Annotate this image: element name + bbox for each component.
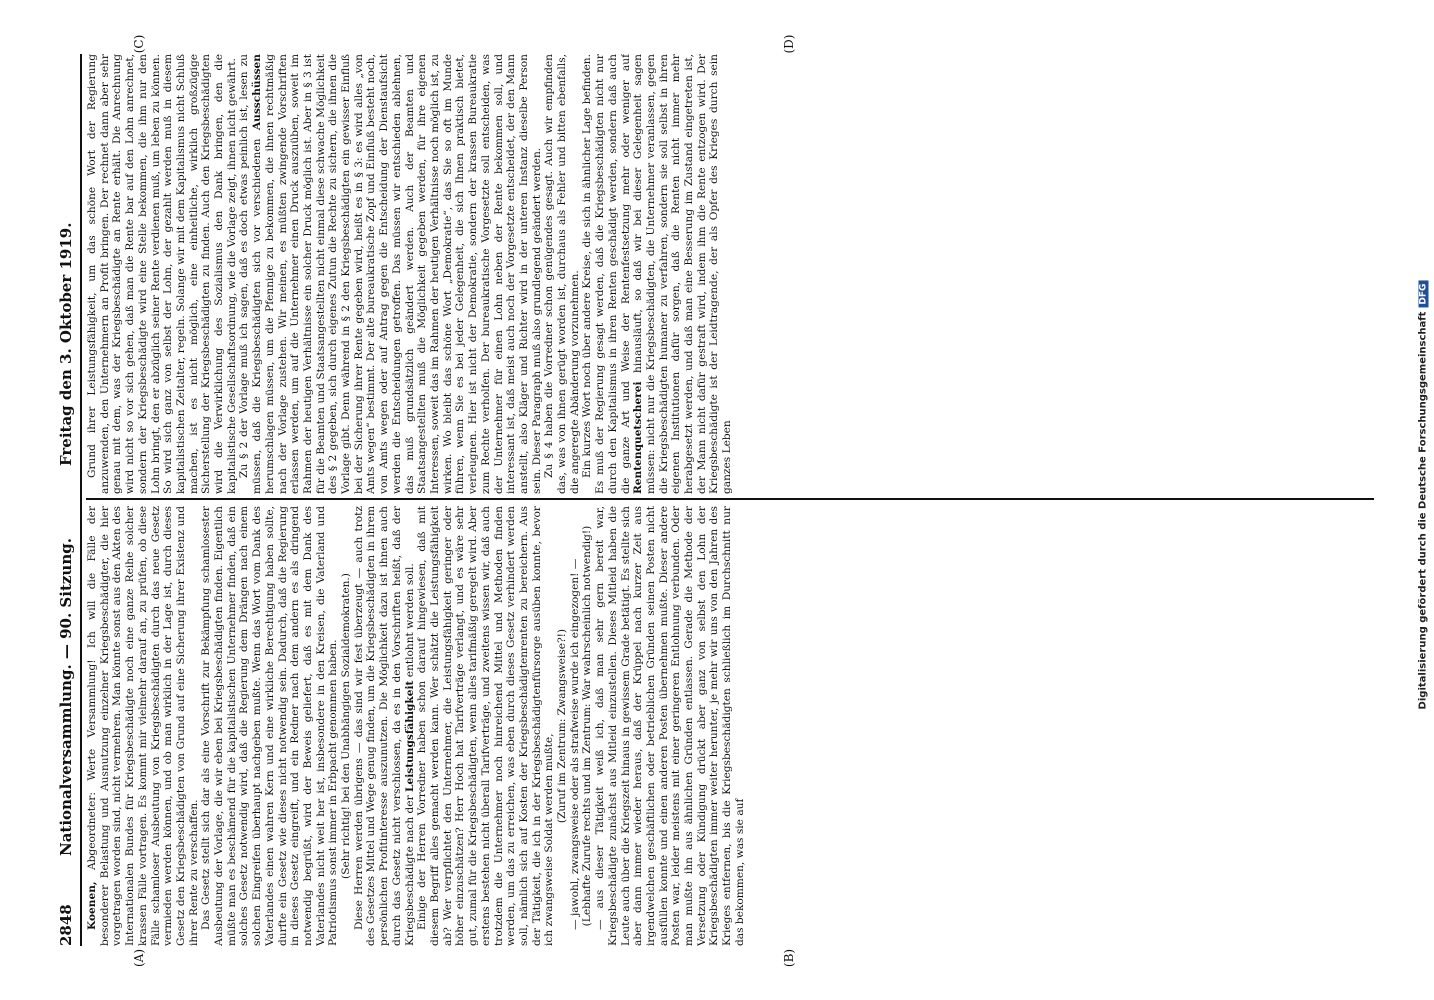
paragraph: Diese Herren werden übrigens — das sind wir fest überzeugt — auch trotz des Gesetzes Mittel und Wege genug finden, um die Kriegsbeschädigten in ihrem persönlichen Profitinteresse auszunutzen. Die Möglichkeit dazu ist ihnen auch durch das Gesetz nicht verschlossen, da es in den Vorschriften heißt, daß der Kriegsbeschädigte nach der Leistungsfähigkeit entlohnt werden soll. (352, 506, 416, 946)
credit-text: Digitalisierung gefördert durch die Deutsche Forschungsgemeinschaft (1417, 311, 1429, 710)
interjection: (Lebhafte Zurufe rechts und im Zentrum: War wahrscheinlich notwendig!) (581, 525, 594, 927)
paragraph: Das Gesetz stellt sich dar als eine Vorschrift zur Bekämpfung schamlosester Ausbeutung der Vorlage, die wir eben bei Kriegsbeschädigten finden. Eigentlich müßte man es beschämend für die kapitalistischen Unternehmer finden, daß ein solches Gesetz notwendig wird, daß die Regierung dem Drängen nach einem solchen Eingreifen überhaupt nachgeben mußte. Wenn das Wort vom Dank des Vaterlandes einen wahren Kern und eine wirkliche Berechtigung haben sollte, durfte ein Gesetz wie dieses nicht notwendig sein. Dadurch, daß die Regierung in dieses Gesetz eingreift, und ein Redner nach dem andern es als dringend notwendig begrüßt, wird der Beweis geliefert, daß es mit dem Dank des Vaterlandes nicht weit her ist, insbesondere in den Kreisen, die Vaterland und Patriotismus sonst immer in Erbpacht genommen haben. (200, 506, 340, 946)
paragraph (86, 506, 200, 946)
emphasis: Leistungsfähigkeit (403, 680, 416, 792)
page-header (54, 54, 82, 946)
margin-marker-c: (C) (132, 34, 146, 54)
right-column (86, 54, 1374, 494)
interjection: (Zuruf im Zentrum: Zwangsweise?!) (556, 628, 569, 824)
interjection: (Sehr richtig! bei den Unabhängigen Sozialdemokraten.) (340, 573, 353, 879)
emphasis: Ausschüssen (251, 54, 264, 131)
speaker-name: Koenen, (86, 881, 98, 930)
margin-marker-a: (A) (132, 948, 146, 968)
column-divider (86, 498, 1374, 500)
session-date: Freitag den 3. Oktober 1919. (57, 222, 75, 466)
paragraph: — jawohl, zwangsweise oder als strafweise wurde ich eingezogen! — (568, 558, 581, 930)
session-title: Nationalversammlung. — 90. Sitzung. (57, 538, 75, 856)
emphasis: Rentenquetscherei (632, 381, 645, 494)
margin-marker-b: (B) (782, 948, 796, 968)
left-column (86, 506, 1374, 946)
paragraph: Grund ihrer Leistungsfähigkeit, um das schöne Wort der Regierung anzuwenden, den Unternehmern an Profit bringen. Der rechnet dann aber sehr genau mit dem, was der Kriegsbeschädigte an Rente erhält. Die Anrechnung wird nicht so vor sich gehen, daß man die Rente bar auf den Lohn anrechnet, sondern der Kriegsbeschädigte wird eine Stelle bekommen, die ihm nur den Lohn bringt, den er abzüglich seiner Rente verdienen muß, um leben zu können. So wird sich ganz von selbst der Lohn, der gezahlt werden muß in diesem kapitalistischen Zeitalter, regeln. Solange wir mit dem Kapitalismus nicht Schluß machen, ist es nicht möglich, eine einheitliche, wirklich großzügige Sicherstellung der Kriegsbeschädigten zu finden. Auch den Kriegsbeschädigten wird die Verwirklichung des Sozialismus den Dank bringen, den die kapitalistische Gesellschaftsordnung, wie die Vorlage zeigt, ihnen nicht gewährt. (86, 54, 238, 494)
page-number: 2848 (57, 904, 75, 946)
margin-marker-d: (D) (782, 34, 796, 54)
paragraph: — aus dieser Tätigkeit weiß ich, daß man sehr gern bereit war, Kriegsbeschädigte zunächst aus Mitleid einzustellen. Dieses Mitleid haben die Leute auch über die Kriegszeit hinaus in gewissem Grade betätigt. Es stellte sich aber dann immer wieder heraus, daß der Krüppel nach kurzer Zeit aus irgendwelchen geschäftlichen oder betrieblichen Gründen seinen Posten nicht ausfüllen konnte und einen anderen Posten übernehmen mußte. Dieser andere Posten war, leider meistens mit einer geringeren Entlohnung verbunden. Oder man mußte ihn aus ähnlichen Gründen entlassen. Gerade die Methode der Versetzung oder Kündigung drückt aber ganz von selbst den Lohn der Kriegsbeschädigten immer weiter herunter, je mehr wir uns von den Jahren des Krieges entfernen, bis die Kriegsbeschädigten schließlich im Durchschnitt nur das bekommen, was sie auf (594, 506, 746, 946)
text-columns (86, 54, 1374, 946)
dfg-logo: DFG (1419, 281, 1429, 308)
rotated-newspaper-page (52, 30, 1382, 970)
paragraph: Zu § 2 der Vorlage muß ich sagen, daß es doch etwas peinlich ist, lesen zu müssen, daß die Kriegsbeschädigten sich vor verschiedenen Ausschüssen herumschlagen müssen, um die Pfennige zu bekommen, die ihnen rechtmäßig nach der Vorlage zustehen. Wir meinen, es müßten zwingende Vorschriften erlassen werden, um auf die Unternehmer einen Druck auszuüben, soweit im Rahmen der heutigen Verhältnisse ein solcher Druck möglich ist. Aber in § 3 ist für die Beamten und Staatsangestellten nicht einmal diese schwache Möglichkeit des § 2 gegeben, sich durch eigenes Zutun die Rechte zu sichern, die ihnen die Vorlage gibt. Denn während in § 2 den Kriegsbeschädigten ein gewisser Einfluß bei der Sicherung ihrer Rente gegeben wird, heißt es in § 3: es wird alles „von Amts wegen“ bestimmt. Der alte bureaukratische Zopf und Einfluß besteht noch, von Amts wegen oder auf Antrag gegen die Entscheidung der Dienstaufsicht werden die Entscheidungen getroffen. Das müssen wir entschieden ablehnen, das muß grundsätzlich geändert werden. Auch der Beamten und Staatsangestellten muß die Möglichkeit gegeben werden, für ihre eigenen Interessen, soweit das im Rahmen der heutigen Verhältnisse noch möglich ist, zu wirken. Wo bleibt das schöne Wort „Demokratie“, das Sie so oft im Munde führen, wenn Sie es bei jeder Gelegenheit, die sich Ihnen praktisch bietet, verleugnen. Hier ist nicht der Demokratie, sondern der krassen Bureaukratie zum Rechte verholfen. Der bureaukratische Vorgesetzte soll entscheiden, was der Unternehmer für einen Lohn neben der Rente bekommen soll, und interessant ist, daß meist auch noch der Vorgesetzte entscheidet, der den Mann anstellt, also Kläger und Richter wird in der unteren Instanz dieselbe Person sein. Dieser Paragraph muß also grundlegend geändert werden. (238, 54, 543, 494)
paragraph: Einige der Herren Vorredner haben schon darauf hingewiesen, daß mit diesem Begriff alles gemacht werden kann. Wer schätzt die Leistungsfähigkeit ab? Wer verpflichtet den Unternehmer, die Leistungsfähigkeit geringer oder höher einzuschätzen? Herr Hoch hat Tarifverträge verlangt, und es wäre sehr gut, zumal für die Kriegsbeschädigten, wenn alles tarifmäßig geregelt wird. Aber erstens bestehen nicht überall Tarifverträge, und zweitens wissen wir, daß auch trotzdem die Unternehmer noch hinreichend Mittel und Methoden finden werden, um das zu erreichen, was eben durch dieses Gesetz verhindert werden soll, nämlich sich auf Kosten der Kriegsbeschädigtenrenten zu bereichern. Aus der Tätigkeit, die ich in der Kriegsbeschädigtenfürsorge ausüben konnte, bevor ich zwangsweise Soldat werden mußte, (416, 506, 556, 946)
paragraph: Zu § 4 haben die Vorredner schon genügendes gesagt. Auch wir empfinden das, was von ihnen gerügt worden ist, durchaus als Fehler und bitten ebenfalls, die angeregte Abänderung vorzunehmen. (543, 54, 581, 494)
paragraph: Ein kurzes Wort noch über andere Kreise, die sich in ähnlicher Lage befinden. Es muß der Regierung gesagt werden, daß die Kriegsbeschädigten nicht nur durch den Kapitalismus in ihren Renten geschädigt werden, sondern daß auch die ganze Art und Weise der Rentenfestsetzung mehr oder weniger auf Rentenquetscherei hinausläuft, so daß wir bei dieser Gelegenheit sagen müssen: nicht nur die Kriegsbeschädigten, die Unternehmer veranlassen, gegen die Kriegsbeschädigten humaner zu verfahren, sondern sie soll selbst in ihren eigenen Institutionen dafür sorgen, daß die Renten nicht immer mehr herabgesetzt werden, und daß man eine Besserung im Zustand eingetreten ist, der Mann nicht dafür gestraft wird, indem ihm die Rente entzogen wird. Der Kriegsbeschädigte ist der Leidtragende, der als Opfer des Krieges durch sein ganzes Leben (581, 54, 734, 494)
digitization-credit (1414, 10, 1432, 980)
paragraph-text: Abgeordneter: Werte Versammlung! Ich will die Fälle der besonderer Belastung und Ausnutzung einzelner Kriegsbeschädigter, die hier vorgetragen worden sind, nicht vermehren. Man könnte sonst aus den Akten des Internationalen Bundes für Kriegsbeschädigte noch eine ganze Reihe solcher krassen Fälle vortragen. Es kommt mir vielmehr darauf an, zu prüfen, ob diese Fälle schamloser Ausbeutung von Kriegsbeschädigten durch das neue Gesetz vermieden werden können, und ob man wirklich in der Lage ist, durch dieses Gesetz den Kriegsbeschädigten von Grund auf eine Sicherung ihrer Existenz und ihrer Rente zu verschaffen. (86, 506, 200, 946)
